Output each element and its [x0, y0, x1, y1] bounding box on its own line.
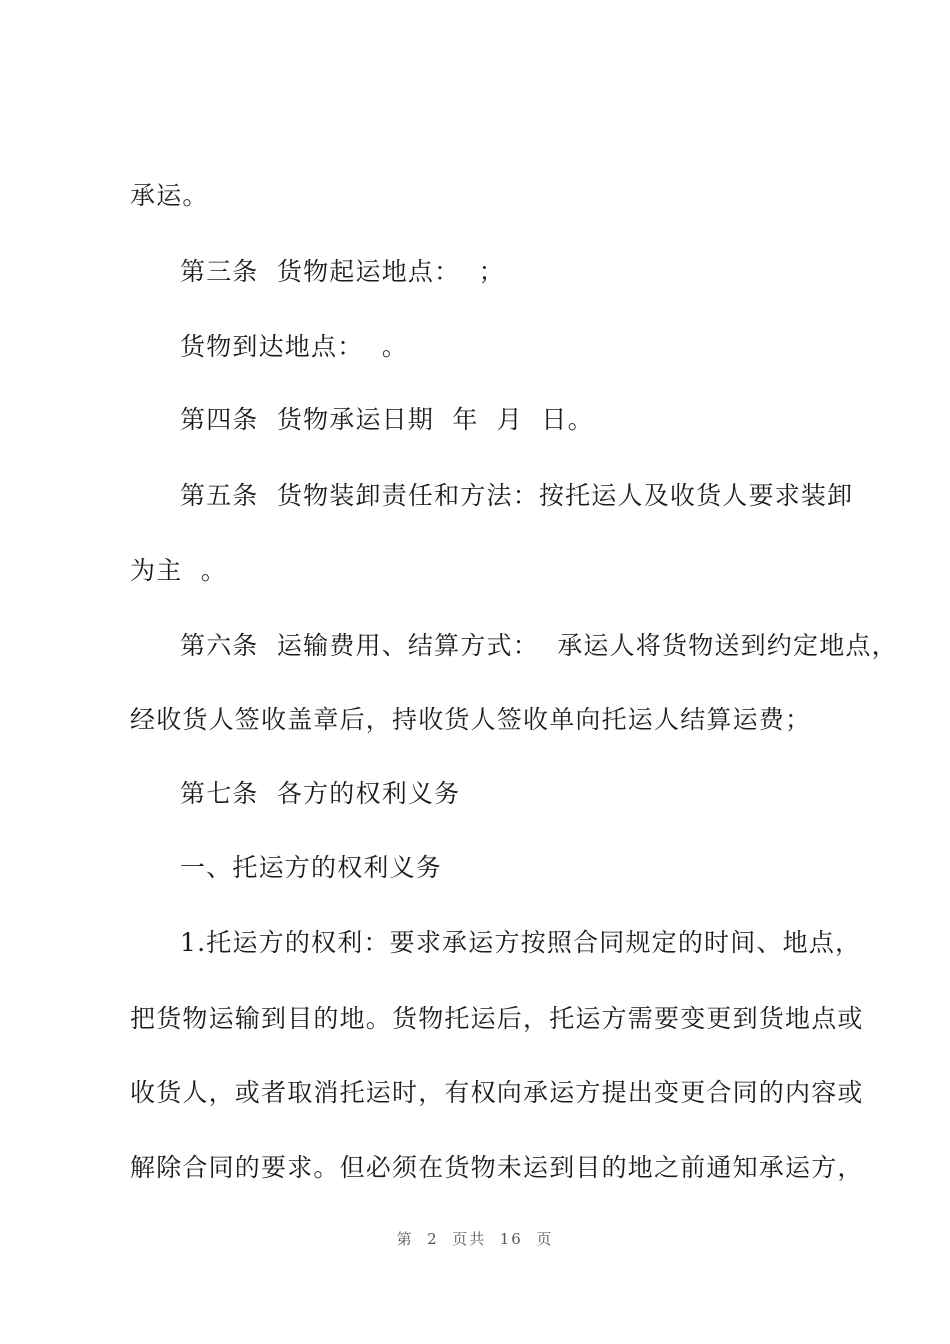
text-line-2: 第三条 货物起运地点： ；	[180, 257, 505, 286]
text-line-11: 1.托运方的权利：要求承运方按照合同规定的时间、地点，	[180, 928, 862, 957]
text-line-5: 第五条 货物装卸责任和方法：按托运人及收货人要求装卸	[180, 481, 854, 510]
text-line-7: 第六条 运输费用、结算方式： 承运人将货物送到约定地点，	[180, 631, 898, 660]
text-line-10: 一、托运方的权利义务	[180, 853, 443, 882]
page-number-footer: 第 2 页共 16 页	[396, 1230, 554, 1248]
text-line-1: 承运。	[130, 181, 209, 210]
text-line-3: 货物到达地点： 。	[180, 332, 408, 361]
text-line-4: 第四条 货物承运日期 年 月 日。	[180, 405, 594, 434]
text-line-13: 收货人，或者取消托运时，有权向承运方提出变更合同的内容或	[130, 1078, 864, 1107]
text-line-14: 解除合同的要求。但必须在货物未运到目的地之前通知承运方，	[130, 1153, 864, 1182]
text-line-6: 为主 。	[130, 556, 227, 585]
text-line-12: 把货物运输到目的地。货物托运后，托运方需要变更到货地点或	[130, 1004, 864, 1033]
text-line-8: 经收货人签收盖章后，持收货人签收单向托运人结算运费；	[130, 705, 812, 734]
text-line-9: 第七条 各方的权利义务	[180, 779, 461, 808]
